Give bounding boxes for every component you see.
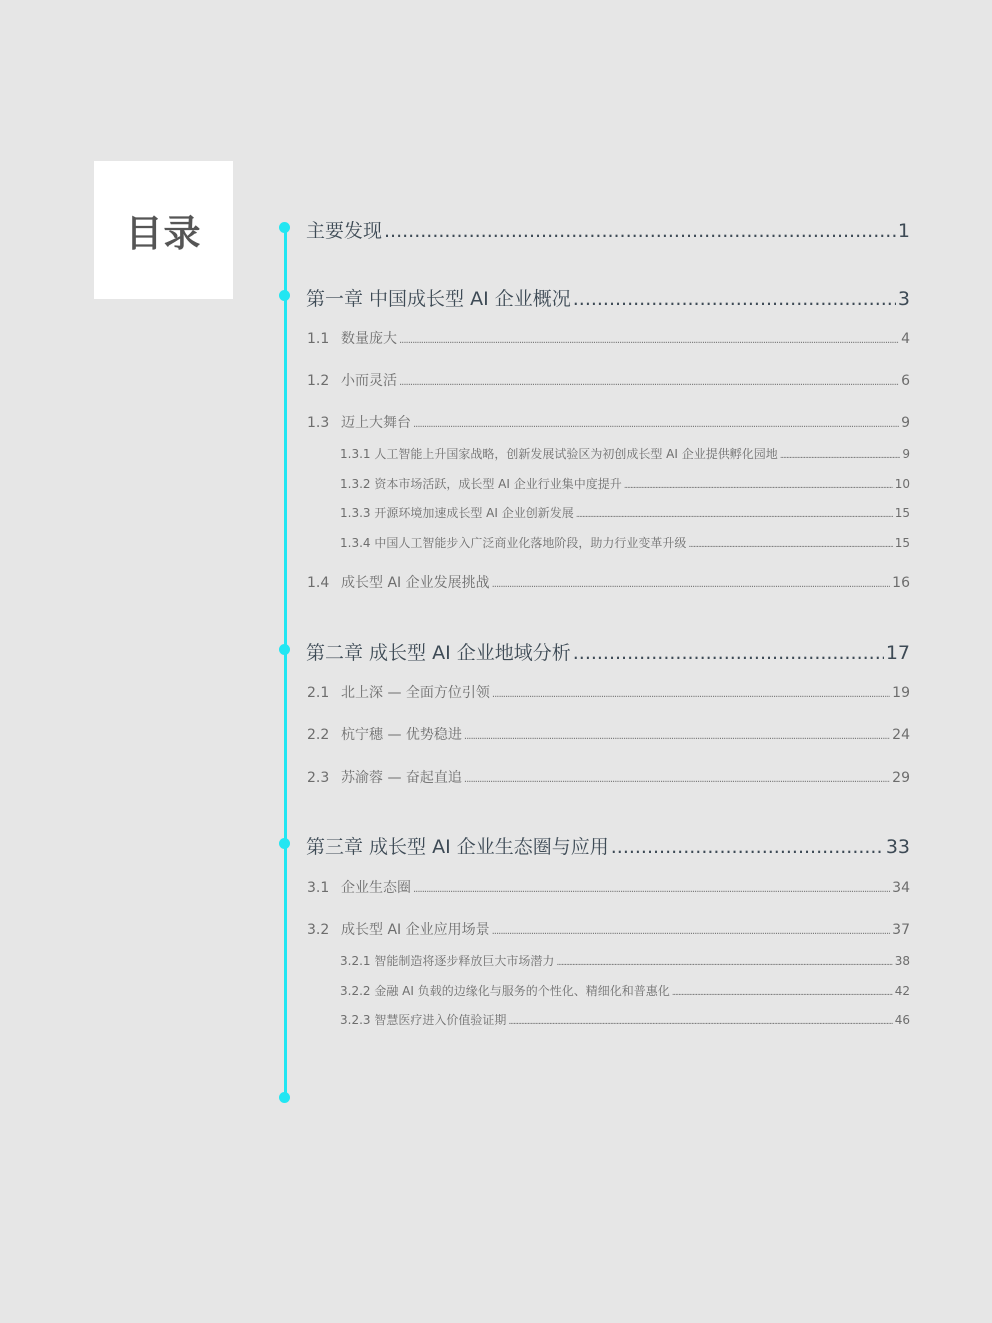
leader-dots: [611, 836, 884, 858]
toc-entry-label: 1.3.3 开源环境加速成长型 AI 企业创新发展: [340, 506, 574, 520]
toc-entry-1-1[interactable]: [307, 328, 910, 348]
toc-entry-chapter-2[interactable]: [306, 638, 910, 665]
toc-entry-page: 1: [897, 220, 910, 242]
leader-dots: [413, 419, 899, 430]
toc-entry-chapter-1[interactable]: [306, 284, 910, 311]
toc-entry-label: 1.3.4 中国人工智能步入广泛商业化落地阶段，助力行业变革升级: [340, 536, 687, 550]
toc-entry-number: 1.1: [307, 331, 330, 347]
toc-title-box: [94, 161, 233, 299]
toc-entry-label: 苏渝蓉 — 奋起直追: [341, 770, 462, 786]
leader-dots: [492, 926, 891, 937]
leader-dots: [672, 988, 893, 998]
toc-entry-page: 38: [894, 954, 910, 968]
leader-dots: [573, 288, 896, 310]
toc-entry-page: 15: [894, 506, 910, 520]
timeline-dot-chapter-2: [279, 644, 290, 655]
toc-entry-page: 15: [894, 536, 910, 550]
toc-entry-label: 主要发现: [306, 220, 383, 242]
toc-entry-2-1[interactable]: [307, 682, 910, 702]
toc-entry-page: 9: [902, 447, 910, 461]
toc-entry-label: 3.2.3 智慧医疗进入价值验证期: [340, 1013, 507, 1027]
toc-entry-3-2[interactable]: [307, 919, 910, 939]
timeline-dot-chapter-1: [279, 290, 290, 301]
leader-dots: [464, 774, 890, 785]
toc-title: 目录: [125, 212, 202, 255]
timeline-dot-chapter-3: [279, 838, 290, 849]
leader-dots: [556, 958, 892, 968]
toc-entry-page: 42: [894, 984, 910, 998]
toc-entry-number: 1.3: [307, 415, 330, 431]
toc-entry-1-3-1[interactable]: [340, 445, 910, 462]
toc-entry-label: 1.3.1 人工智能上升国家战略，创新发展试验区为初创成长型 AI 企业提供孵化园地: [340, 447, 778, 461]
toc-entry-label: 第三章 成长型 AI 企业生态圈与应用: [306, 836, 609, 858]
toc-entry-number: 2.1: [307, 685, 330, 701]
leader-dots: [492, 579, 891, 590]
toc-entry-1-3-4[interactable]: [340, 534, 910, 551]
leader-dots: [688, 540, 892, 550]
leader-dots: [573, 642, 884, 664]
toc-entry-3-1[interactable]: [307, 877, 910, 897]
toc-entry-page: 19: [892, 685, 910, 701]
toc-entry-label: 第一章 中国成长型 AI 企业概况: [306, 288, 571, 310]
toc-entry-1-3-2[interactable]: [340, 475, 910, 492]
leader-dots: [576, 510, 893, 520]
leader-dots: [492, 689, 890, 700]
toc-entry-3-2-2[interactable]: [340, 982, 910, 999]
toc-entry-label: 3.2.1 智能制造将逐步释放巨大市场潜力: [340, 954, 555, 968]
leader-dots: [413, 884, 890, 895]
toc-entry-1-3[interactable]: [307, 412, 910, 432]
toc-entry-page: 3: [897, 288, 910, 310]
toc-entry-number: 2.2: [307, 727, 330, 743]
toc-entry-page: 9: [901, 415, 910, 431]
toc-entry-page: 6: [901, 373, 910, 389]
toc-entry-label: 北上深 — 全面方位引领: [341, 685, 490, 701]
timeline-dot-end: [279, 1092, 290, 1103]
timeline-dot-intro: [279, 222, 290, 233]
toc-entry-label: 杭宁穗 — 优势稳进: [341, 727, 462, 743]
toc-entry-number: 1.4: [307, 575, 330, 591]
toc-entry-page: 24: [892, 727, 910, 743]
toc-entry-2-3[interactable]: [307, 767, 910, 787]
leader-dots: [399, 335, 899, 346]
leader-dots: [780, 451, 901, 461]
toc-entry-page: 4: [901, 331, 910, 347]
toc-entry-number: 3.1: [307, 880, 330, 896]
leader-dots: [624, 481, 893, 491]
toc-entry-chapter-3[interactable]: [306, 832, 910, 859]
toc-entry-label: 成长型 AI 企业发展挑战: [341, 575, 490, 591]
leader-dots: [384, 220, 896, 242]
toc-entry-page: 33: [885, 836, 910, 858]
toc-entry-number: 3.2: [307, 922, 330, 938]
leader-dots: [464, 731, 890, 742]
toc-entry-1-2[interactable]: [307, 370, 910, 390]
toc-entry-label: 迈上大舞台: [341, 415, 411, 431]
toc-entry-page: 34: [892, 880, 910, 896]
toc-entry-page: 46: [894, 1013, 910, 1027]
toc-entry-1-4[interactable]: [307, 572, 910, 592]
toc-entry-number: 1.2: [307, 373, 330, 389]
toc-entry-3-2-3[interactable]: [340, 1011, 910, 1028]
toc-entry-key-findings[interactable]: [306, 216, 910, 243]
toc-entry-page: 37: [892, 922, 910, 938]
toc-entry-label: 小而灵活: [341, 373, 397, 389]
toc-entry-label: 企业生态圈: [341, 880, 411, 896]
toc-entry-label: 第二章 成长型 AI 企业地域分析: [306, 642, 571, 664]
toc-entry-1-3-3[interactable]: [340, 504, 910, 521]
toc-entry-page: 16: [892, 575, 910, 591]
leader-dots: [399, 377, 899, 388]
timeline-line: [284, 227, 287, 1099]
toc-entry-number: 2.3: [307, 770, 330, 786]
toc-entry-label: 3.2.2 金融 AI 负载的边缘化与服务的个性化、精细化和普惠化: [340, 984, 670, 998]
toc-entry-label: 数量庞大: [341, 331, 397, 347]
toc-entry-page: 29: [892, 770, 910, 786]
leader-dots: [508, 1017, 892, 1027]
toc-entry-page: 10: [894, 477, 910, 491]
toc-entry-3-2-1[interactable]: [340, 952, 910, 969]
toc-entry-2-2[interactable]: [307, 724, 910, 744]
toc-entry-page: 17: [885, 642, 910, 664]
toc-entry-label: 成长型 AI 企业应用场景: [341, 922, 490, 938]
toc-entry-label: 1.3.2 资本市场活跃，成长型 AI 企业行业集中度提升: [340, 477, 622, 491]
